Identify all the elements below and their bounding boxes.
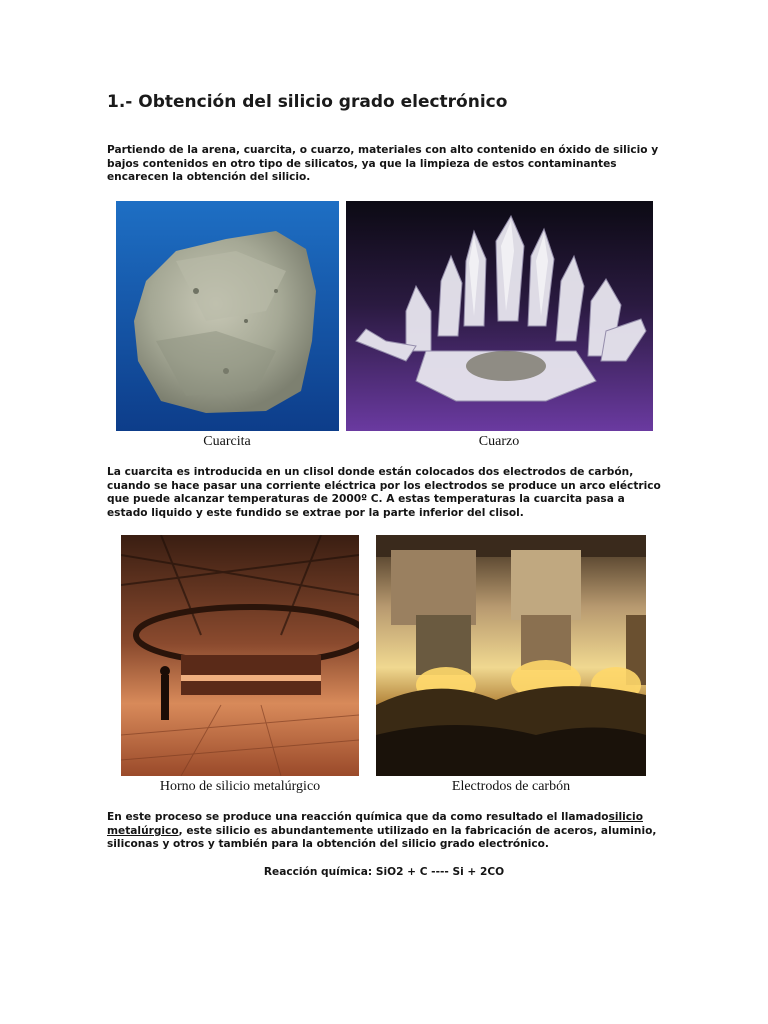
furnace-caption: Horno de silicio metalúrgico [159, 779, 321, 794]
silicio-metalurgico-link[interactable]: silicio metalúrgico [107, 811, 643, 837]
reaction-paragraph [107, 811, 667, 852]
quartzite-image [116, 201, 339, 431]
page-title: 1.- Obtención del silicio grado electrónico [107, 92, 508, 112]
intro-paragraph: Partiendo de la arena, cuarcita, o cuarzo, materiales con alto contenido en óxido de silicio y bajos contenidos en otro tipo de silicatos, ya que la limpieza de estos contaminantes encarecen la obtención del silicio. [107, 144, 659, 183]
reaction-paragraph-start: En este proceso se produce una reacción química que da como resultado el llamado [107, 811, 609, 823]
electrodes-image [376, 535, 646, 776]
furnace-image [121, 535, 359, 776]
quartzite-caption: Cuarcita [203, 434, 251, 449]
quartz-caption: Cuarzo [478, 434, 520, 449]
chemical-reaction: Reacción química: SiO2 + C ---- Si + 2CO [263, 866, 505, 878]
electrodes-caption: Electrodos de carbón [451, 779, 571, 794]
quartz-image [346, 201, 653, 431]
process-paragraph: La cuarcita es introducida en un clisol donde están colocados dos electrodos de carbón, cuando se hace pasar una corriente eléctrica por los electrodos se produce un arco eléctrico que puede alcanzar temperaturas de 2000º C. A estas temperaturas la cuarcita pasa a estado liquido y este fundido se extrae por la parte inferior del clisol. [107, 466, 661, 519]
reaction-paragraph-end: , este silicio es abundantemente utilizado en la fabricación de aceros, aluminio, siliconas y otros y también para la obtención del silicio grado electrónico. [107, 824, 657, 850]
